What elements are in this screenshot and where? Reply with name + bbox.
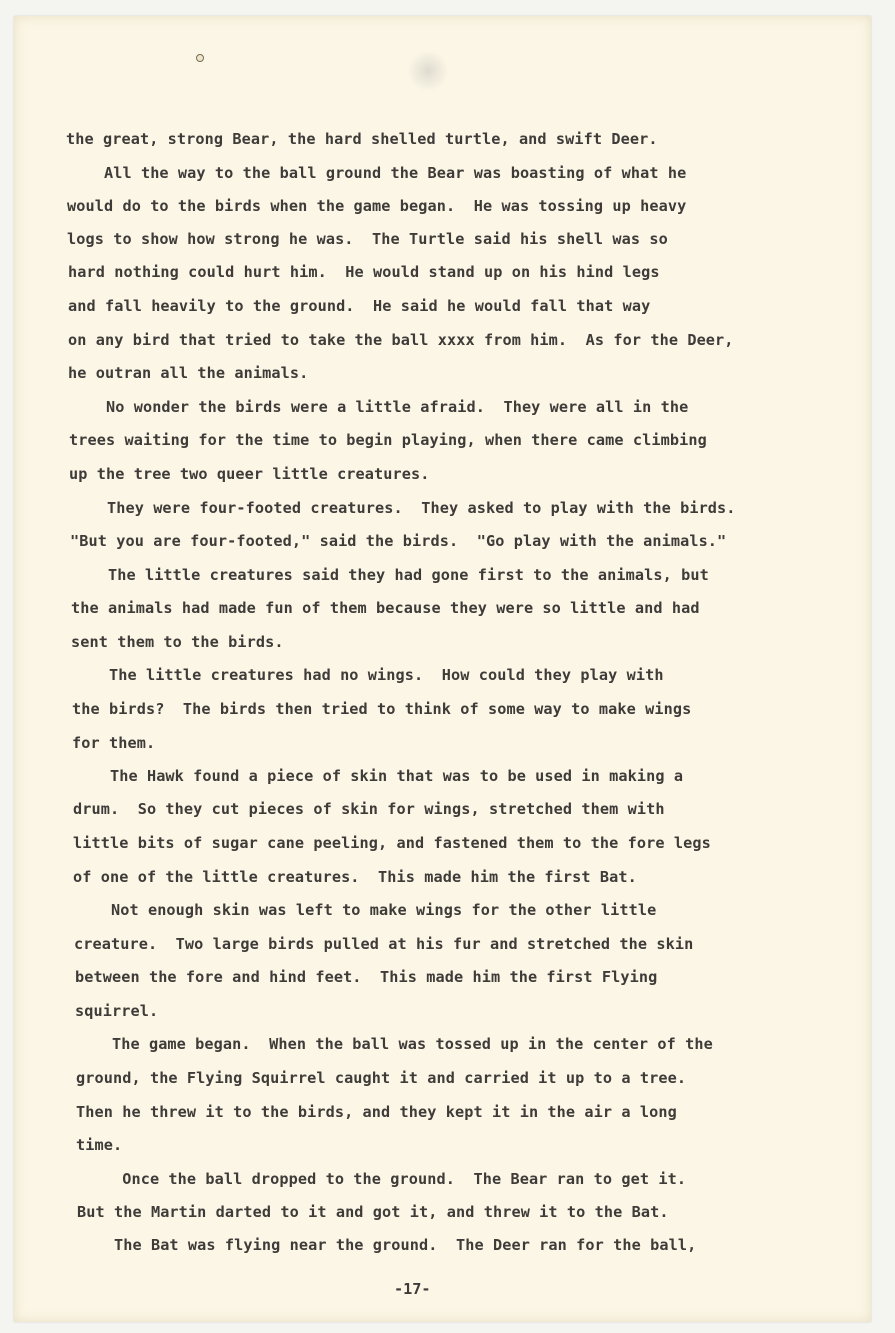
text-line: up the tree two queer little creatures.: [69, 465, 430, 483]
text-line: hard nothing could hurt him. He would stand up on his hind legs: [68, 263, 660, 281]
text-line: little bits of sugar cane peeling, and fastened them to the fore legs: [73, 834, 711, 852]
text-line: the animals had made fun of them because they were so little and had: [71, 599, 700, 617]
punch-hole-mark: [196, 54, 204, 62]
text-line: between the fore and hind feet. This made him the first Flying: [75, 968, 658, 986]
text-line: for them.: [72, 734, 156, 752]
text-line: the great, strong Bear, the hard shelled turtle, and swift Deer.: [66, 130, 658, 148]
paper-smudge: [406, 52, 450, 90]
text-line: logs to show how strong he was. The Turtle said his shell was so: [67, 230, 668, 248]
text-line: creature. Two large birds pulled at his fur and stretched the skin: [74, 935, 694, 953]
text-line: drum. So they cut pieces of skin for wings, stretched them with: [73, 800, 665, 818]
text-line: and fall heavily to the ground. He said he would fall that way: [68, 297, 651, 315]
text-line: sent them to the birds.: [71, 633, 284, 651]
text-line: ground, the Flying Squirrel caught it and carried it up to a tree.: [76, 1069, 687, 1087]
text-line: All the way to the ball ground the Bear was boasting of what he: [67, 164, 687, 182]
text-line: trees waiting for the time to begin playing, when there came climbing: [69, 431, 707, 449]
text-line: time.: [76, 1136, 123, 1154]
text-line: squirrel.: [75, 1002, 159, 1020]
text-line: No wonder the birds were a little afraid. They were all in the: [69, 398, 689, 416]
text-line: Once the ball dropped to the ground. The Bear ran to get it.: [76, 1170, 687, 1188]
text-line: The game began. When the ball was tossed up in the center of the: [75, 1035, 713, 1053]
text-line: of one of the little creatures. This made him the first Bat.: [73, 868, 637, 886]
text-line: Then he threw it to the birds, and they kept it in the air a long: [76, 1103, 677, 1121]
text-line: would do to the birds when the game began. He was tossing up heavy: [67, 197, 687, 215]
text-line: They were four-footed creatures. They asked to play with the birds.: [70, 499, 736, 517]
text-line: But the Martin darted to it and got it, and threw it to the Bat.: [77, 1203, 669, 1221]
text-line: on any bird that tried to take the ball xxxx from him. As for the Deer,: [68, 331, 734, 349]
text-line: he outran all the animals.: [68, 364, 309, 382]
page-number: -17-: [394, 1280, 431, 1298]
text-line: the birds? The birds then tried to think of some way to make wings: [72, 700, 692, 718]
typewritten-page: [14, 16, 871, 1322]
text-line: The Hawk found a piece of skin that was to be used in making a: [73, 767, 684, 785]
text-line: Not enough skin was left to make wings for the other little: [74, 901, 657, 919]
text-line: "But you are four-footed," said the birds. "Go play with the animals.": [70, 532, 727, 550]
text-line: The Bat was flying near the ground. The Deer ran for the ball,: [77, 1236, 697, 1254]
text-line: The little creatures had no wings. How could they play with: [72, 666, 664, 684]
text-line: The little creatures said they had gone first to the animals, but: [71, 566, 709, 584]
